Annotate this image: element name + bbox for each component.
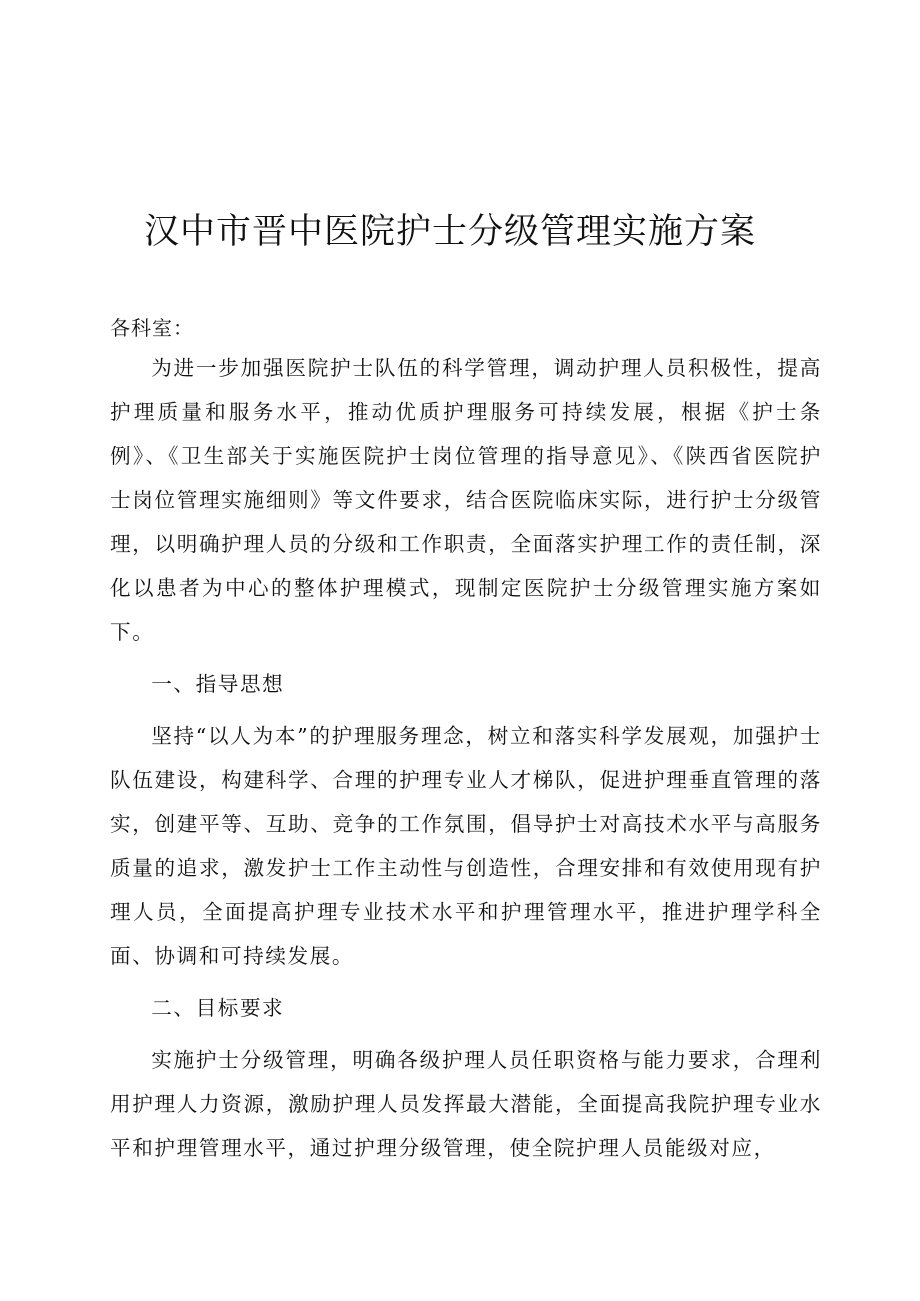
section-paragraph-guiding-ideology: 坚持“以人为本”的护理服务理念，树立和落实科学发展观，加强护士队伍建设，构建科学、合理的护理专业人才梯队，促进护理垂直管理的落实，创建平等、互助、竞争的工作氛围，倡导护士对高技术水平与高服务质量的追求，激发护士工作主动性与创造性，合理安排和有效使用现有护理人员，全面提高护理专业技术水平和护理管理水平，推进护理学科全面、协调和可持续发展。 xyxy=(110,724,822,968)
intro-paragraph: 为进一步加强医院护士队伍的科学管理，调动护理人员积极性，提高护理质量和服务水平，推动优质护理服务可持续发展，根据《护士条例》、《卫生部关于实施医院护士岗位管理的指导意见》、《陕西省医院护士岗位管理实施细则》等文件要求，结合医院临床实际，进行护士分级管理，以明确护理人员的分级和工作职责，全面落实护理工作的责任制，深化以患者为中心的整体护理模式，现制定医院护士分级管理实施方案如下。 xyxy=(110,356,822,644)
section-heading-objectives: 二、目标要求 xyxy=(151,996,285,1020)
section-paragraph-objectives: 实施护士分级管理，明确各级护理人员任职资格与能力要求，合理利用护理人力资源，激励护理人员发挥最大潜能，全面提高我院护理专业水平和护理管理水平，通过护理分级管理，使全院护理人员能级对应， xyxy=(110,1048,822,1160)
salutation: 各科室： xyxy=(110,316,194,340)
document-body xyxy=(110,346,822,1178)
document-title: 汉中市晋中医院护士分级管理实施方案 xyxy=(143,212,756,252)
section-heading-guiding-ideology: 一、指导思想 xyxy=(151,672,285,696)
